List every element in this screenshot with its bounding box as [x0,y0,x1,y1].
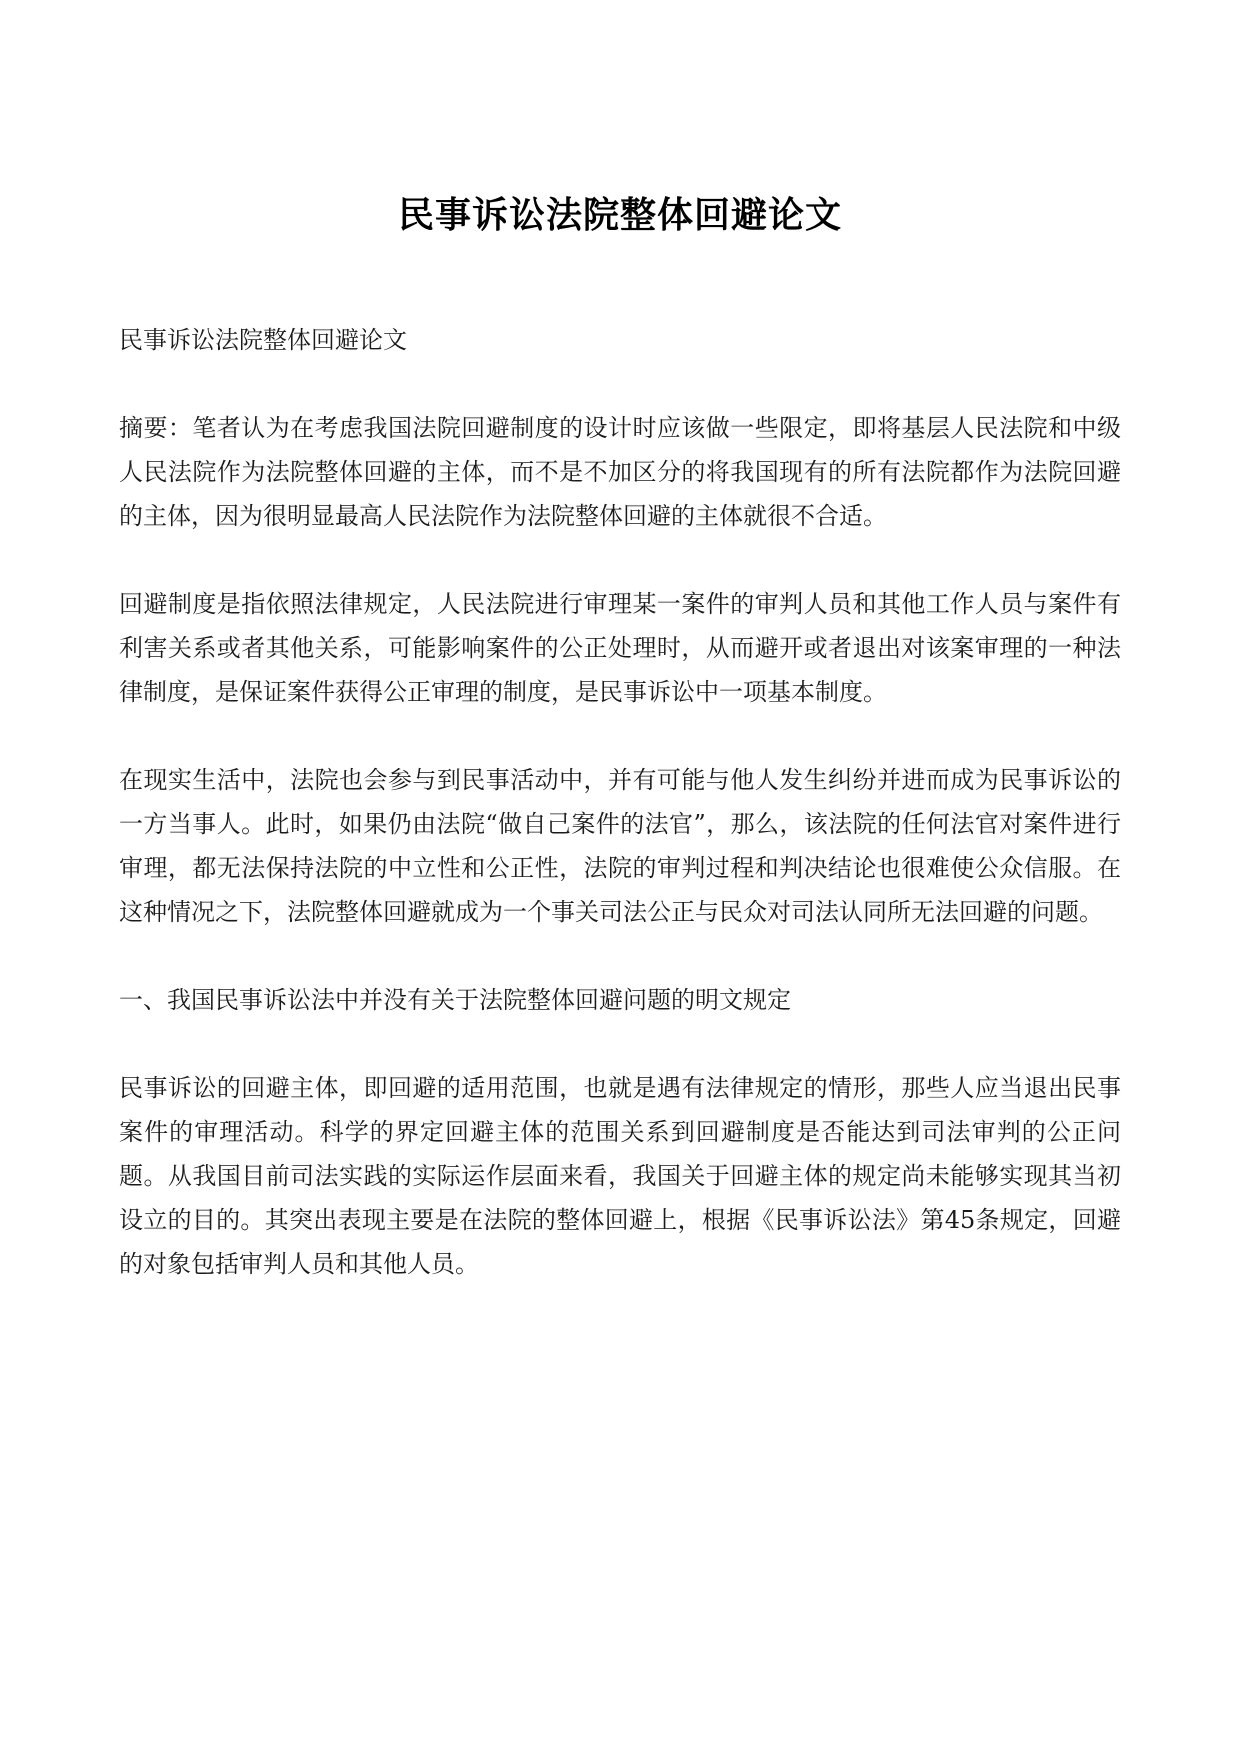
document-title: 民事诉讼法院整体回避论文 [397,194,842,236]
subtitle-paragraph: 民事诉讼法院整体回避论文 [119,326,407,354]
document-body [119,318,1121,1286]
abstract-paragraph: 摘要：笔者认为在考虑我国法院回避制度的设计时应该做一些限定，即将基层人民法院和中级人民法院作为法院整体回避的主体，而不是不加区分的将我国现有的所有法院都作为法院回避的主体，因为很明显最高人民法院作为法院整体回避的主体就很不合适。 [119,414,1121,530]
context-paragraph: 在现实生活中，法院也会参与到民事活动中，并有可能与他人发生纠纷并进而成为民事诉讼的一方当事人。此时，如果仍由法院“做自己案件的法官”，那么，该法院的任何法官对案件进行审理，都无法保持法院的中立性和公正性，法院的审判过程和判决结论也很难使公众信服。在这种情况之下，法院整体回避就成为一个事关司法公正与民众对司法认同所无法回避的问题。 [119,766,1121,926]
section-heading: 一、我国民事诉讼法中并没有关于法院整体回避问题的明文规定 [119,986,791,1014]
definition-paragraph: 回避制度是指依照法律规定，人民法院进行审理某一案件的审判人员和其他工作人员与案件有利害关系或者其他关系，可能影响案件的公正处理时，从而避开或者退出对该案审理的一种法律制度，是保证案件获得公正审理的制度，是民事诉讼中一项基本制度。 [119,590,1121,706]
body-paragraph: 民事诉讼的回避主体，即回避的适用范围，也就是遇有法律规定的情形，那些人应当退出民事案件的审理活动。科学的界定回避主体的范围关系到回避制度是否能达到司法审判的公正问题。从我国目前司法实践的实际运作层面来看，我国关于回避主体的规定尚未能够实现其当初设立的目的。其突出表现主要是在法院的整体回避上，根据《民事诉讼法》第45条规定，回避的对象包括审判人员和其他人员。 [119,1074,1121,1278]
